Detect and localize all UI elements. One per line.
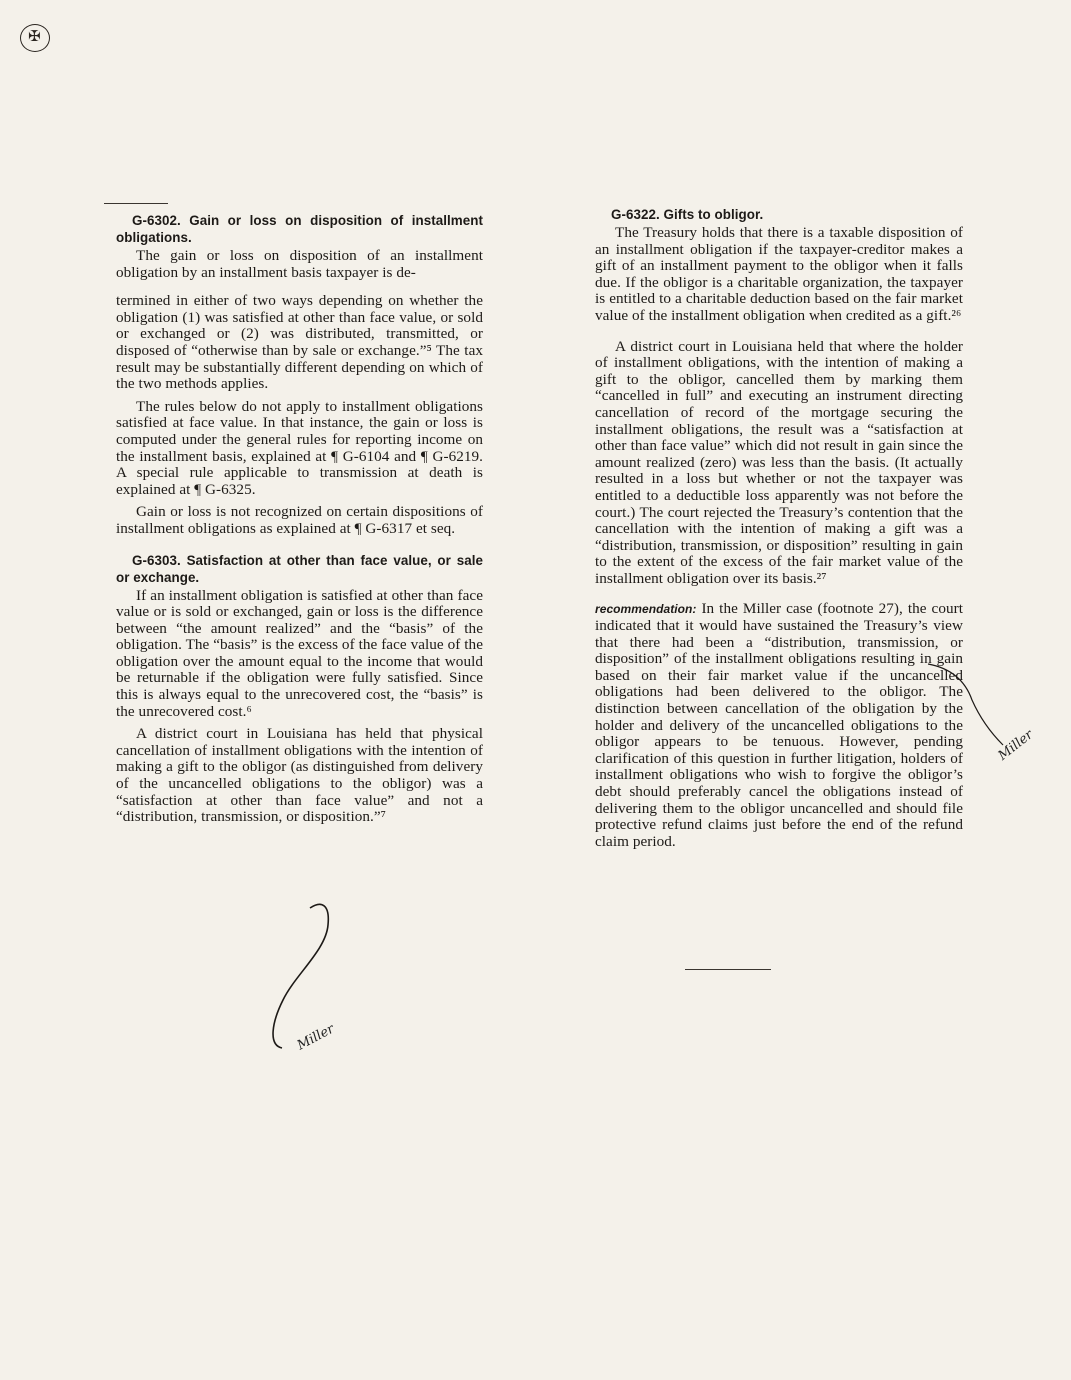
paragraph: The Treasury holds that there is a taxable disposition of an installment obligation if the taxpayer-creditor makes a gift of an installment payment to the obligor when it falls due. If the obligor is a charitable organization, the taxpayer is entitled to a charitable deduction based on the fair market value of the installment obligation when credited as a gift.²⁶ (595, 224, 963, 324)
paragraph: Gain or loss is not recognized on certain dispositions of installment obligations as explained at ¶ G-6317 et seq. (116, 503, 483, 537)
paragraph: The gain or loss on disposition of an installment obligation by an installment basis taxpayer is de- (116, 247, 483, 281)
handwritten-signature-right: Miller (995, 727, 1037, 764)
recommendation-paragraph: recommendation: In the Miller case (footnote 27), the court indicated that it would have sustained the Treasury’s view that there had been a “distribution, transmission, or disposition” of the installment obligations resulting in gain based on their fair market value if the uncancelled obligations had been delivered to the obligor. The distinction between cancellation of the obligation by the holder and delivery of the uncancelled obligations to the obligor appears to be tenuous. However, pending clarification of this question in further litigation, holders of installment obligations who wish to forgive the obligor’s debt should preferably cancel the obligations instead of delivering them to the obligor uncancelled and should file protective refund claims just before the end of the refund claim period. (595, 600, 963, 850)
corner-handwritten-mark: ✠ (20, 24, 50, 52)
recommendation-label: recommendation: (595, 602, 697, 617)
paragraph: The rules below do not apply to installment obligations satisfied at face value. In that instance, the gain or loss is computed under the general rules for reporting income on the installment basis, explained at ¶ G-6104 and ¶ G-6219. A special rule applicable to transmission at death is explained at ¶ G-6325. (116, 397, 483, 498)
section-heading-g6303: G-6303. Satisfaction at other than face value, or sale or exchange. (116, 552, 483, 585)
handwritten-signature-left: Miller (294, 1021, 337, 1054)
paragraph: A district court in Louisiana has held that physical cancellation of installment obligations with the intention of making a gift to the obligor (as distinguished from delivery of the uncancelled obligations to the obligor) was a “satisfaction at other than face value” and not a “distribution, transmission, or disposition.”⁷ (116, 725, 483, 826)
section-heading-g6302: G-6302. Gain or loss on disposition of installment obligations. (116, 213, 483, 245)
paragraph: termined in either of two ways depending on whether the obligation (1) was satisfied at other than face value, or sold or exchanged or (2) was distributed, transmitted, or disposed of “otherwise than by sale or exchange.”⁵ The tax result may be substantially different depending on which of the two methods applies. (116, 292, 483, 393)
paragraph: A district court in Louisiana held that where the holder of installment obligations, with the intention of making a gift to the obligor, cancelled them by marking them “cancelled in full” and executing an instrument directing cancellation of record of the mortgage securing the installment obligations, the result was a “satisfaction at other than face value” which did not result in gain since the amount realized (zero) was less than the basis. (It actually resulted in a loss but whether or not the taxpayer was entitled to a deductible loss apparently was not before the court.) The court rejected the Treasury’s contention that the cancellation with the intention of making a gift was a “distribution, transmission, or disposition” resulting in gain to the extent of the excess of the fair market value of the installment obligation over its basis.²⁷ (595, 337, 963, 587)
section-heading-g6322: G-6322. Gifts to obligor. (611, 207, 764, 222)
paragraph: If an installment obligation is satisfied at other than face value or is sold or exchanged, gain or loss is the difference between “the amount realized” and the “basis” of the obligation. The “basis” is the excess of the face value of the obligation over the amount equal to the income that would be returnable if the obligation were fully satisfied. Since this is always equal to the unrecovered cost, the “basis” is the unrecovered cost.⁶ (116, 586, 483, 720)
